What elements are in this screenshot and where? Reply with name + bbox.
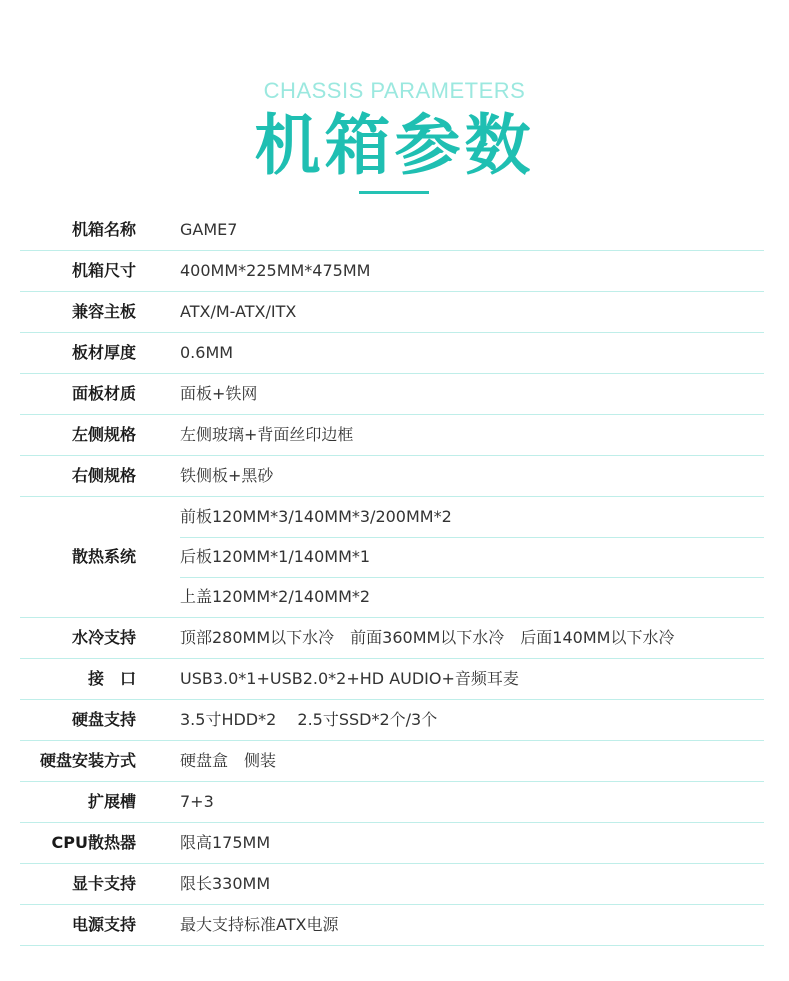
spec-row-panel-material — [20, 374, 764, 415]
spec-value: 限高175MM — [180, 833, 271, 852]
spec-label: 兼容主板 — [71, 302, 136, 321]
spec-value: ATX/M-ATX/ITX — [180, 302, 297, 321]
spec-row-expansion — [20, 782, 764, 823]
page-title: 机箱参数 — [254, 107, 535, 184]
spec-label: 硬盘支持 — [71, 710, 136, 729]
spec-label: 散热系统 — [71, 547, 136, 566]
cooling-top — [180, 577, 764, 617]
spec-row-drive-support — [20, 700, 764, 741]
spec-row-drive-mount — [20, 741, 764, 782]
subtitle: CHASSIS PARAMETERS — [263, 78, 526, 103]
spec-label: 接 口 — [87, 669, 136, 688]
spec-row-psu — [20, 905, 764, 946]
spec-value: 面板+铁网 — [180, 384, 258, 403]
spec-row-ports — [20, 659, 764, 700]
spec-value: 上盖120MM*2/140MM*2 — [180, 587, 371, 606]
spec-row-cpu-cooler — [20, 823, 764, 864]
spec-label: 面板材质 — [71, 384, 136, 403]
spec-row-size — [20, 251, 764, 292]
spec-value: 左侧玻璃+背面丝印边框 — [180, 425, 354, 444]
spec-label: 左侧规格 — [71, 425, 136, 444]
spec-value: 限长330MM — [180, 874, 271, 893]
spec-value: GAME7 — [180, 220, 238, 239]
spec-value: 最大支持标准ATX电源 — [180, 915, 339, 934]
cooling-rear — [180, 537, 764, 578]
spec-value: 400MM*225MM*475MM — [180, 261, 371, 280]
spec-label: 板材厚度 — [71, 343, 136, 362]
spec-value: 7+3 — [180, 792, 214, 811]
spec-label: 显卡支持 — [71, 874, 136, 893]
title-underline — [359, 191, 429, 194]
spec-row-cooling — [20, 497, 764, 618]
spec-row-gpu — [20, 864, 764, 905]
spec-table — [20, 210, 764, 946]
spec-value: 0.6MM — [180, 343, 234, 362]
spec-label: CPU散热器 — [51, 833, 136, 852]
spec-value: 硬盘盒 侧装 — [180, 751, 277, 770]
spec-value: 顶部280MM以下水冷 前面360MM以下水冷 后面140MM以下水冷 — [180, 628, 675, 647]
spec-row-right-side — [20, 456, 764, 497]
spec-label: 机箱名称 — [71, 220, 136, 239]
spec-row-name — [20, 210, 764, 251]
spec-value: USB3.0*1+USB2.0*2+HD AUDIO+音频耳麦 — [180, 669, 519, 688]
spec-label: 机箱尺寸 — [71, 261, 136, 280]
spec-value: 3.5寸HDD*2 2.5寸SSD*2个/3个 — [180, 710, 438, 729]
spec-value: 后板120MM*1/140MM*1 — [180, 547, 371, 566]
spec-label: 右侧规格 — [71, 466, 136, 485]
header — [0, 0, 789, 200]
spec-label: 电源支持 — [71, 915, 136, 934]
spec-label: 硬盘安装方式 — [39, 751, 136, 770]
spec-value: 前板120MM*3/140MM*3/200MM*2 — [180, 507, 452, 526]
spec-row-left-side — [20, 415, 764, 456]
spec-row-water-cooling — [20, 618, 764, 659]
cooling-front — [180, 497, 764, 538]
spec-value: 铁侧板+黑砂 — [180, 466, 274, 485]
spec-label: 扩展槽 — [87, 792, 136, 811]
spec-row-thickness — [20, 333, 764, 374]
spec-label: 水冷支持 — [71, 628, 136, 647]
spec-row-motherboard — [20, 292, 764, 333]
